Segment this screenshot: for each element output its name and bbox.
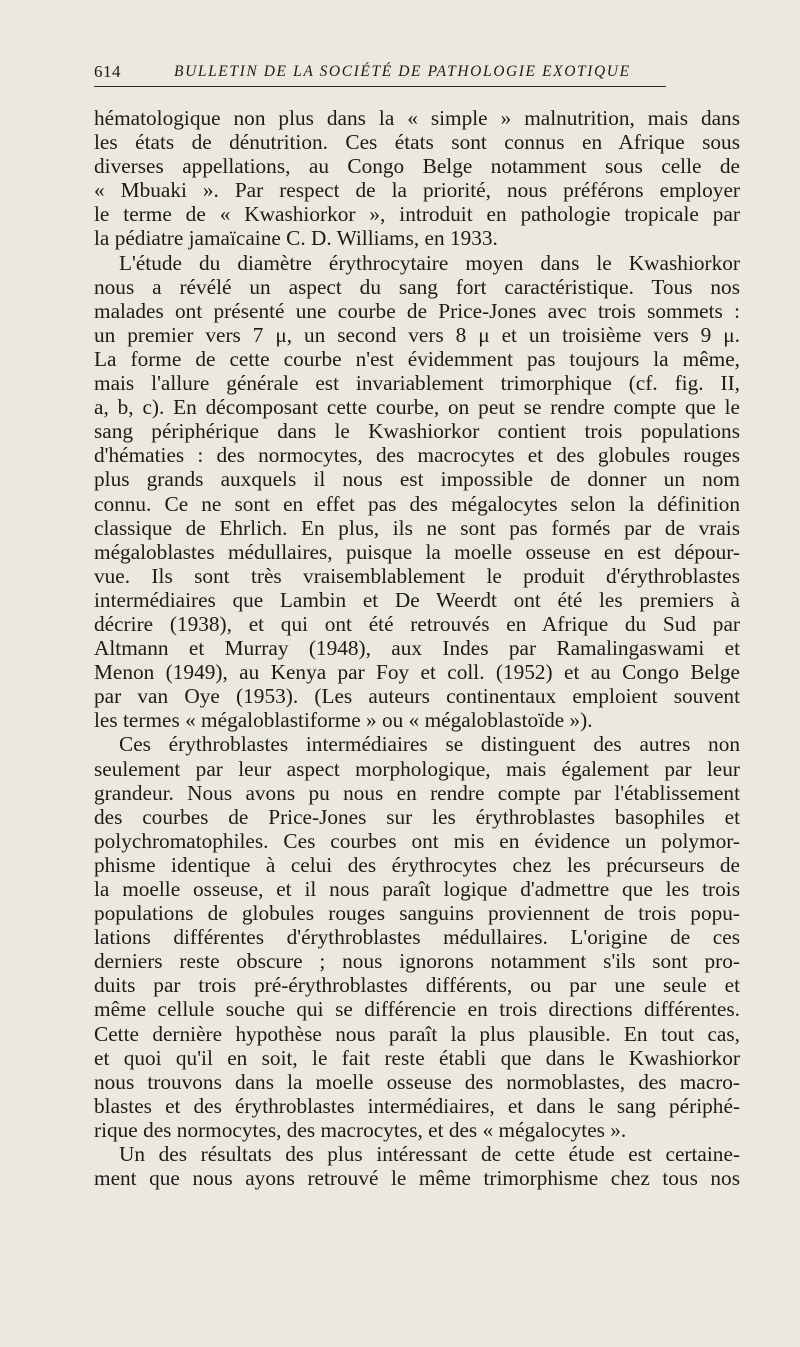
paragraph	[94, 732, 740, 1142]
text-line: Ces érythroblastes intermédiaires se distinguent des autres non	[119, 732, 740, 757]
text-line: et quoi qu'il en soit, le fait reste établi que dans le Kwashiorkor	[94, 1045, 740, 1070]
text-line: rique des normocytes, des macrocytes, et des « mégalocytes ».	[94, 1117, 627, 1142]
text-line: des courbes de Price-Jones sur les érythroblastes basophiles et	[94, 804, 740, 829]
running-head: BULLETIN DE LA SOCIÉTÉ DE PATHOLOGIE EXOTIQUE	[174, 63, 631, 80]
text-line: mais l'allure générale est invariablement trimorphique (cf. fig. II,	[94, 371, 740, 396]
text-line: « Mbuaki ». Par respect de la priorité, nous préférons employer	[94, 178, 740, 203]
text-line: L'étude du diamètre érythrocytaire moyen dans le Kwashiorkor	[119, 250, 740, 275]
text-line: sang périphérique dans le Kwashiorkor contient trois populations	[94, 419, 740, 444]
text-line: Un des résultats des plus intéressant de cette étude est certaine-	[119, 1142, 740, 1167]
text-line: la pédiatre jamaïcaine C. D. Williams, en 1933.	[94, 226, 498, 251]
text-line: duits par trois pré-érythroblastes différents, ou par une seule et	[94, 973, 740, 998]
text-line: classique de Ehrlich. En plus, ils ne sont pas formés par de vrais	[94, 515, 740, 540]
text-line: phisme identique à celui des érythrocytes chez les précurseurs de	[94, 852, 740, 877]
paragraph	[94, 106, 740, 251]
text-line: par van Oye (1953). (Les auteurs continentaux emploient souvent	[94, 684, 740, 709]
text-line: vue. Ils sont très vraisemblablement le produit d'érythroblastes	[94, 563, 740, 588]
text-line: hématologique non plus dans la « simple » malnutrition, mais dans	[94, 106, 740, 130]
paragraph	[94, 1142, 740, 1190]
text-line: intermédiaires que Lambin et De Weerdt ont été les premiers à	[94, 587, 740, 612]
body-text	[94, 106, 740, 1190]
text-line: seulement par leur aspect morphologique, mais également par leur	[94, 756, 740, 781]
text-line: décrire (1938), et qui ont été retrouvés en Afrique du Sud par	[94, 611, 740, 636]
text-line: nous trouvons dans la moelle osseuse des normoblastes, des macro-	[94, 1069, 740, 1094]
text-line: Cette dernière hypothèse nous paraît la plus plausible. En tout cas,	[94, 1021, 740, 1046]
text-line: connu. Ce ne sont en effet pas des mégalocytes selon la définition	[94, 491, 740, 516]
paragraph	[94, 251, 740, 733]
text-line: derniers reste obscure ; nous ignorons notamment s'ils sont pro-	[94, 949, 740, 974]
text-line: les états de dénutrition. Ces états sont connus en Afrique sous	[94, 130, 740, 155]
text-line: nous a révélé un aspect du sang fort caractéristique. Tous nos	[94, 274, 740, 299]
text-line: les termes « mégaloblastiforme » ou « mégaloblastoïde »).	[94, 708, 593, 733]
text-line: mégaloblastes médullaires, puisque la moelle osseuse en est dépour-	[94, 539, 740, 564]
text-line: d'hématies : des normocytes, des macrocytes et des globules rouges	[94, 443, 740, 468]
text-line: diverses appellations, au Congo Belge notamment sous celle de	[94, 154, 740, 179]
text-line: populations de globules rouges sanguins proviennent de trois popu-	[94, 901, 740, 926]
text-line: grandeur. Nous avons pu nous en rendre compte par l'établissement	[94, 780, 740, 805]
text-line: même cellule souche qui se différencie en trois directions différentes.	[94, 997, 740, 1022]
text-line: polychromatophiles. Ces courbes ont mis en évidence un polymor-	[94, 828, 740, 853]
page-number: 614	[94, 62, 121, 81]
text-line: plus grands auxquels il nous est impossible de donner un nom	[94, 467, 740, 492]
text-line: Altmann et Murray (1948), aux Indes par Ramalingaswami et	[94, 636, 740, 661]
page-header	[94, 62, 666, 87]
text-line: ment que nous ayons retrouvé le même trimorphisme chez tous nos	[94, 1166, 740, 1191]
text-line: La forme de cette courbe n'est évidemment pas toujours la même,	[94, 346, 740, 371]
text-line: la moelle osseuse, et il nous paraît logique d'admettre que les trois	[94, 877, 740, 901]
text-line: blastes et des érythroblastes intermédiaires, et dans le sang périphé-	[94, 1093, 740, 1118]
text-line: malades ont présenté une courbe de Price-Jones avec trois sommets :	[94, 298, 740, 323]
text-line: Menon (1949), au Kenya par Foy et coll. (1952) et au Congo Belge	[94, 660, 740, 685]
text-line: le terme de « Kwashiorkor », introduit en pathologie tropicale par	[94, 202, 740, 227]
text-line: un premier vers 7 μ, un second vers 8 μ et un troisième vers 9 μ.	[94, 322, 740, 347]
text-line: lations différentes d'érythroblastes médullaires. L'origine de ces	[94, 925, 740, 950]
text-line: a, b, c). En décomposant cette courbe, on peut se rendre compte que le	[94, 395, 740, 420]
